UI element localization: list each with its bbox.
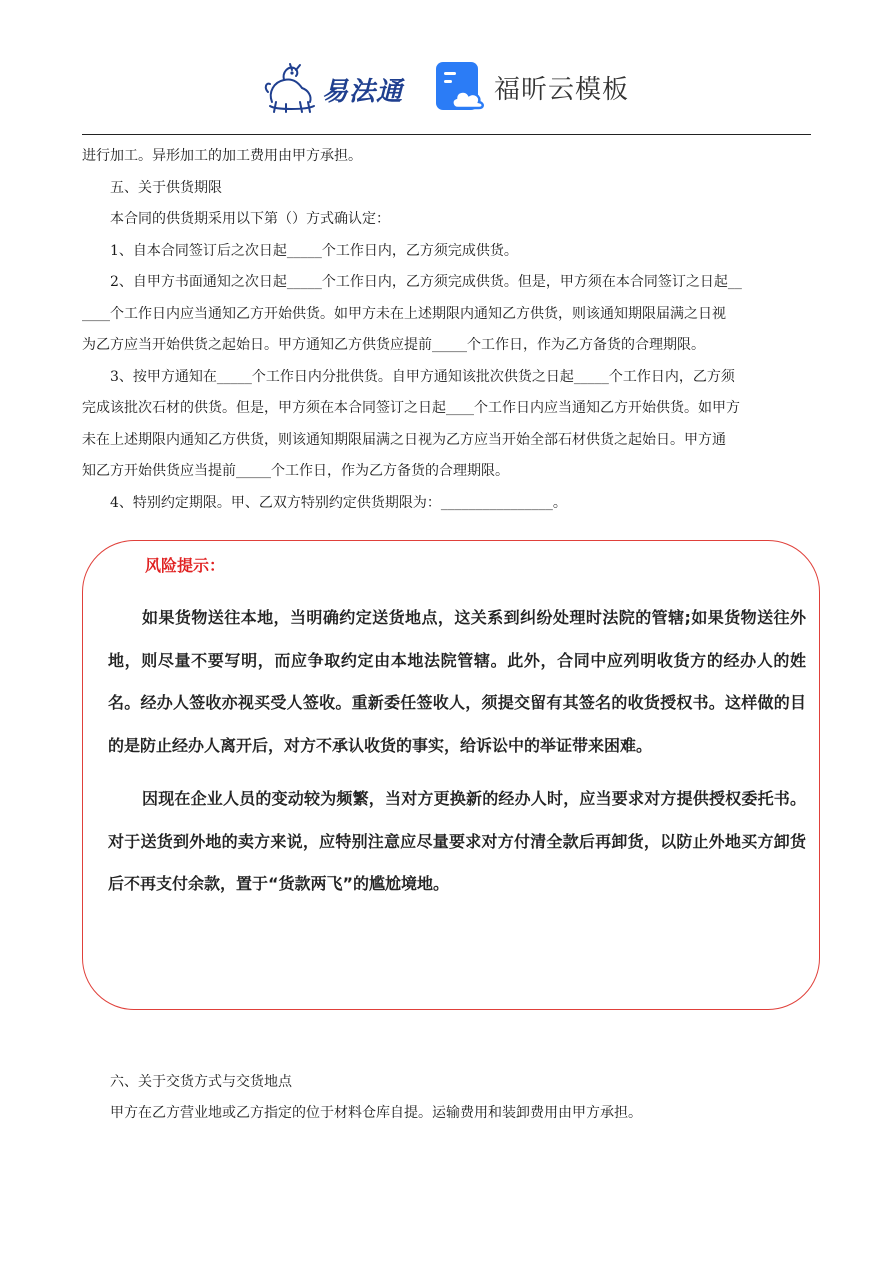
risk-warning-box (82, 540, 820, 1010)
item-2-line-3: 为乙方应当开始供货之起始日。甲方通知乙方供货应提前_____个工作日，作为乙方备货的合理期限。 (82, 337, 705, 353)
page-header (0, 52, 893, 132)
yifatong-brand-text: 易法通 (322, 76, 404, 107)
foxit-template-logo (436, 62, 629, 112)
risk-warning-title: 风险提示： (145, 556, 226, 575)
risk-warning-body (108, 597, 806, 906)
section6-text: 甲方在乙方营业地或乙方指定的位于材料仓库自提。运输费用和装卸费用由甲方承担。 (110, 1105, 642, 1121)
risk-paragraph-1: 如果货物送往本地，当明确约定送货地点，这关系到纠纷处理时法院的管辖;如果货物送往外地，则尽量不要写明，而应争取约定由本地法院管辖。此外，合同中应列明收货方的经办人的姓名。经办人签收亦视买受人签收。重新委任签收人，须提交留有其签名的收货授权书。这样做的目的是防止经办人离开后，对方不承认收货的事实，给诉讼中的举证带来困难。 (108, 608, 806, 755)
item-1: 1、自本合同签订后之次日起_____个工作日内，乙方须完成供货。 (110, 242, 518, 259)
item-3-line-2: 完成该批次石材的供货。但是，甲方须在本合同签订之日起____个工作日内应当通知乙方开始供货。如甲方 (82, 400, 740, 416)
contract-body (82, 141, 811, 519)
risk-paragraph-2: 因现在企业人员的变动较为频繁，当对方更换新的经办人时，应当要求对方提供授权委托书。对于送货到外地的卖方来说，应特别注意应尽量要求对方付清全款后再卸货，以防止外地买方卸货后不再支付余款，置于“货款两飞”的尴尬境地。 (108, 789, 806, 893)
section5-title: 五、关于供货期限 (110, 179, 222, 196)
item-2-line-1: 2、自甲方书面通知之次日起_____个工作日内，乙方须完成供货。但是，甲方须在本合同签订之日起__ (110, 274, 742, 290)
yifatong-logo (262, 62, 403, 116)
item-2-line-2: ____个工作日内应当通知乙方开始供货。如甲方未在上述期限内通知乙方供货，则该通知期限届满之日视 (82, 305, 726, 322)
document-cloud-icon (436, 62, 486, 112)
qilin-emblem-icon (262, 62, 320, 116)
header-divider (82, 134, 811, 135)
section5-intro: 本合同的供货期采用以下第（）方式确认定： (110, 211, 390, 227)
item-3-line-4: 知乙方开始供货应当提前_____个工作日，作为乙方备货的合理期限。 (82, 463, 509, 479)
continuation-line: 进行加工。异形加工的加工费用由甲方承担。 (82, 148, 362, 164)
section6 (82, 1067, 811, 1129)
foxit-brand-text: 福昕云模板 (494, 74, 630, 105)
section6-title: 六、关于交货方式与交货地点 (110, 1074, 292, 1090)
item-4: 4、特别约定期限。甲、乙双方特别约定供货期限为：________________。 (110, 494, 567, 511)
item-3-line-1: 3、按甲方通知在_____个工作日内分批供货。自甲方通知该批次供货之日起_____个工作日内，乙方须 (110, 368, 735, 385)
item-3-line-3: 未在上述期限内通知乙方供货，则该通知期限届满之日视为乙方应当开始全部石材供货之起始日。甲方通 (82, 431, 726, 448)
